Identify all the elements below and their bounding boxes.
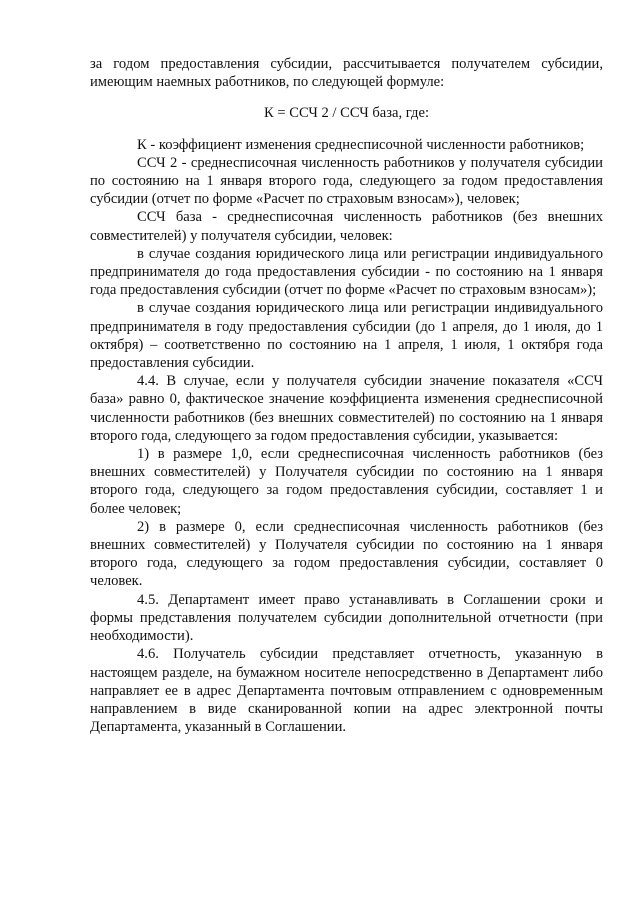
paragraph-ssch2-definition: ССЧ 2 - среднесписочная численность работников у получателя субсидии по состоянию на 1 января второго года, следующего за годом предоставления субсидии (отчет по форме «Расчет по страховым взносам»), человек; (90, 154, 603, 208)
paragraph-case-in-year: в случае создания юридического лица или регистрации индивидуального предпринимателя в году предоставления субсидии (до 1 апреля, до 1 июля, до 1 октября) – соответственно по состоянию на 1 апреля, 1 июля, 1 октября года предоставления субсидии. (90, 300, 603, 372)
paragraph-k-definition: К - коэффициент изменения среднесписочной численности работников; (137, 136, 585, 153)
paragraph-4-4-item-2: 2) в размере 0, если среднесписочная численность работников (без внешних совместителей) у Получателя субсидии по состоянию на 1 января второго года, следующего за годом предоставления субсидии, составляет 0 человек. (90, 518, 603, 590)
paragraph-4-4-item-1: 1) в размере 1,0, если среднесписочная численность работников (без внешних совместителей) у Получателя субсидии по состоянию на 1 января второго года, следующего за годом предоставления субсидии, составляет 1 и более человек; (90, 446, 603, 517)
paragraph-case-before-year: в случае создания юридического лица или регистрации индивидуального предпринимателя до года предоставления субсидии - по состоянию на 1 января года предоставления субсидии (отчет по форме «Расчет по страховым взносам»); (90, 245, 603, 299)
paragraph-4-5: 4.5. Департамент имеет право устанавливать в Соглашении сроки и формы представления получателем субсидии дополнительной отчетности (при необходимости). (90, 591, 603, 645)
formula: К = ССЧ 2 / ССЧ база, где: (263, 105, 430, 122)
paragraph-formula-intro: за годом предоставления субсидии, рассчитывается получателем субсидии, имеющим наемных работников, по следующей формуле: (90, 56, 603, 91)
paragraph-4-6: 4.6. Получатель субсидии представляет отчетность, указанную в настоящем разделе, на бумажном носителе непосредственно в Департамент либо направляет ее в адрес Департамента почтовым отправлением с одновременным направлением в виде сканированной копии на адрес электронной почты Департамента, указанный в Соглашении. (90, 646, 603, 736)
paragraph-4-4: 4.4. В случае, если у получателя субсидии значение показателя «ССЧ база» равно 0, фактическое значение коэффициента изменения среднесписочной численности работников (без внешних совместителей) по состоянию на 1 января второго года, следующего за годом предоставления субсидии, указывается: (90, 373, 603, 444)
paragraph-ssch-base-definition: ССЧ база - среднесписочная численность работников (без внешних совместителей) у получателя субсидии, человек: (90, 209, 603, 244)
document-page (90, 55, 603, 736)
